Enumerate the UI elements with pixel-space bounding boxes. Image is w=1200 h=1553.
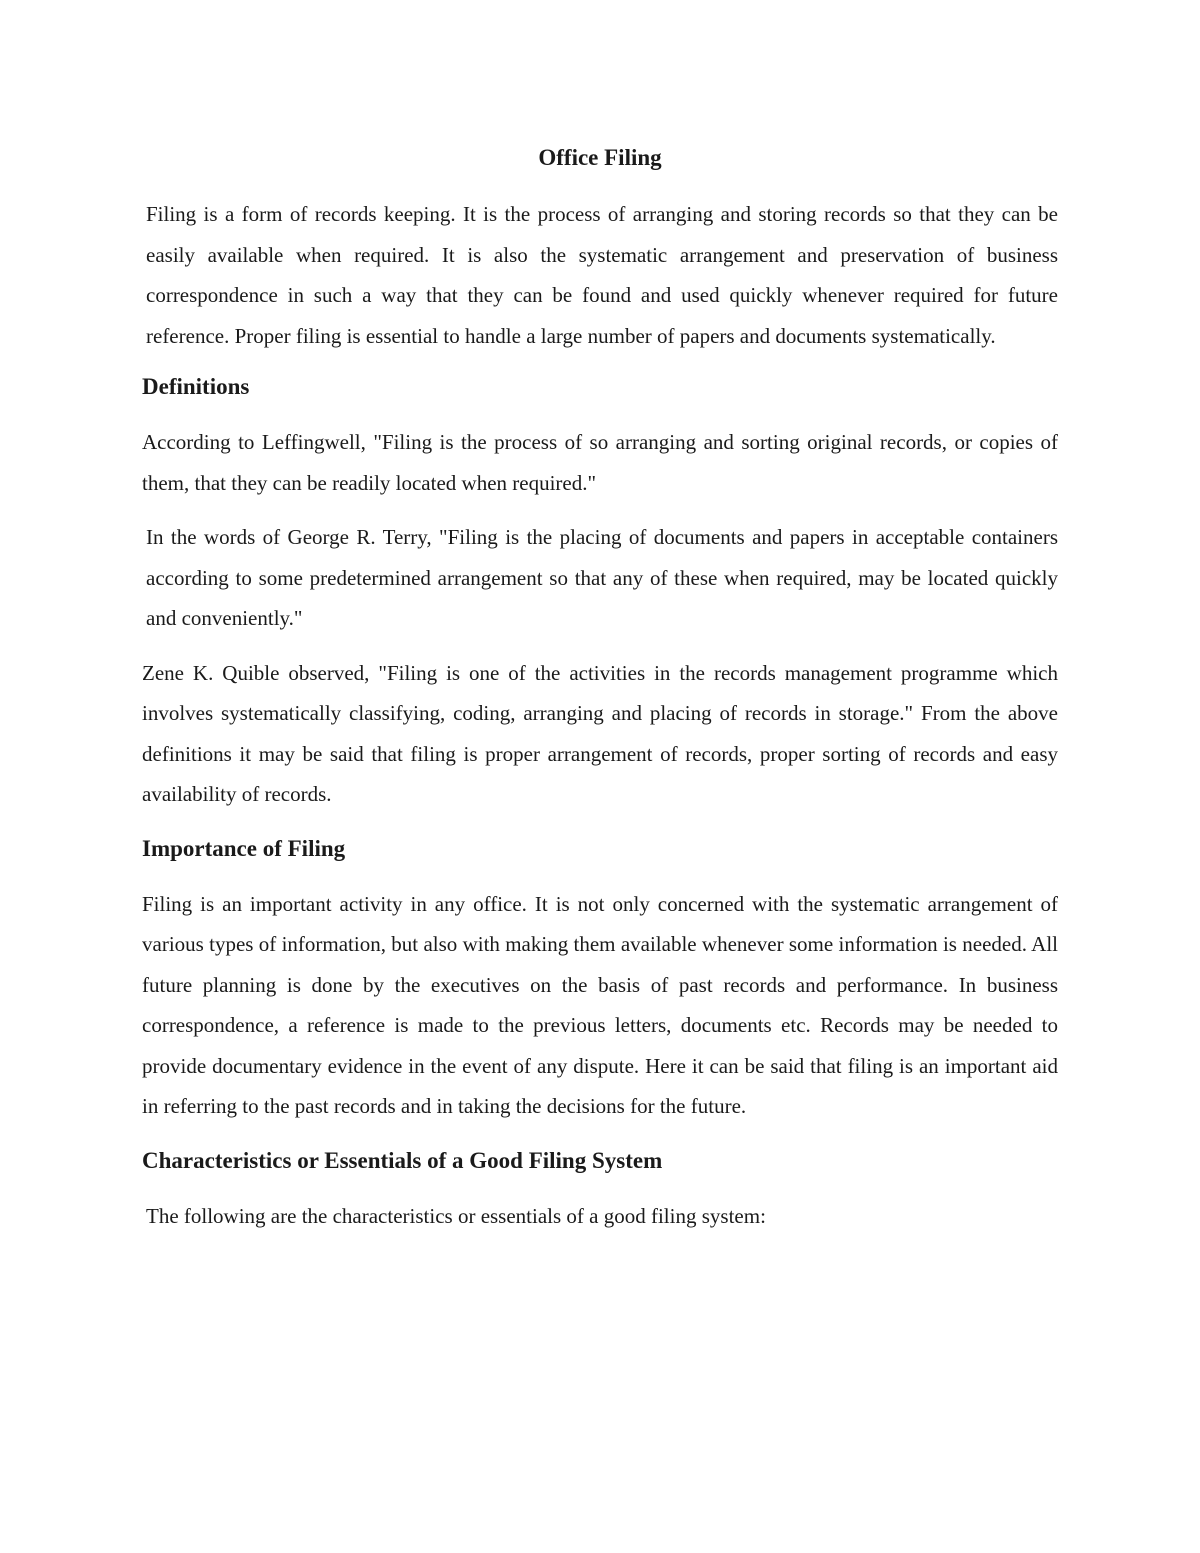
- document-title: Office Filing: [538, 145, 662, 170]
- definition-terry: In the words of George R. Terry, "Filing is the placing of documents and papers in acceptable containers according to some predetermined arrangement so that any of these when required, may be located quickly and conveniently.": [146, 525, 1058, 630]
- section-heading-characteristics: Characteristics or Essentials of a Good Filing System: [142, 1147, 663, 1173]
- document-page: [142, 138, 1058, 1253]
- importance-paragraph: Filing is an important activity in any office. It is not only concerned with the systematic arrangement of various types of information, but also with making them available whenever some information is needed. All future planning is done by the executives on the basis of past records and performance. In business correspondence, a reference is made to the previous letters, documents etc. Records may be needed to provide documentary evidence in the event of any dispute. Here it can be said that filing is an important aid in referring to the past records and in taking the decisions for the future.: [142, 891, 1058, 1118]
- intro-paragraph: Filing is a form of records keeping. It is the process of arranging and storing records so that they can be easily available when required. It is also the systematic arrangement and preservation of business correspondence in such a way that they can be found and used quickly whenever required for future reference. Proper filing is essential to handle a large number of papers and documents systematically.: [146, 202, 1058, 348]
- definition-leffingwell: According to Leffingwell, "Filing is the process of so arranging and sorting original records, or copies of them, that they can be readily located when required.": [142, 430, 1058, 495]
- definition-quible: Zene K. Quible observed, "Filing is one of the activities in the records management programme which involves systematically classifying, coding, arranging and placing of records in storage." From the above definitions it may be said that filing is proper arrangement of records, proper sorting of records and easy availability of records.: [142, 660, 1058, 806]
- characteristics-intro: The following are the characteristics or essentials of a good filing system:: [146, 1203, 766, 1228]
- section-heading-importance: Importance of Filing: [142, 835, 346, 861]
- section-heading-definitions: Definitions: [142, 374, 250, 399]
